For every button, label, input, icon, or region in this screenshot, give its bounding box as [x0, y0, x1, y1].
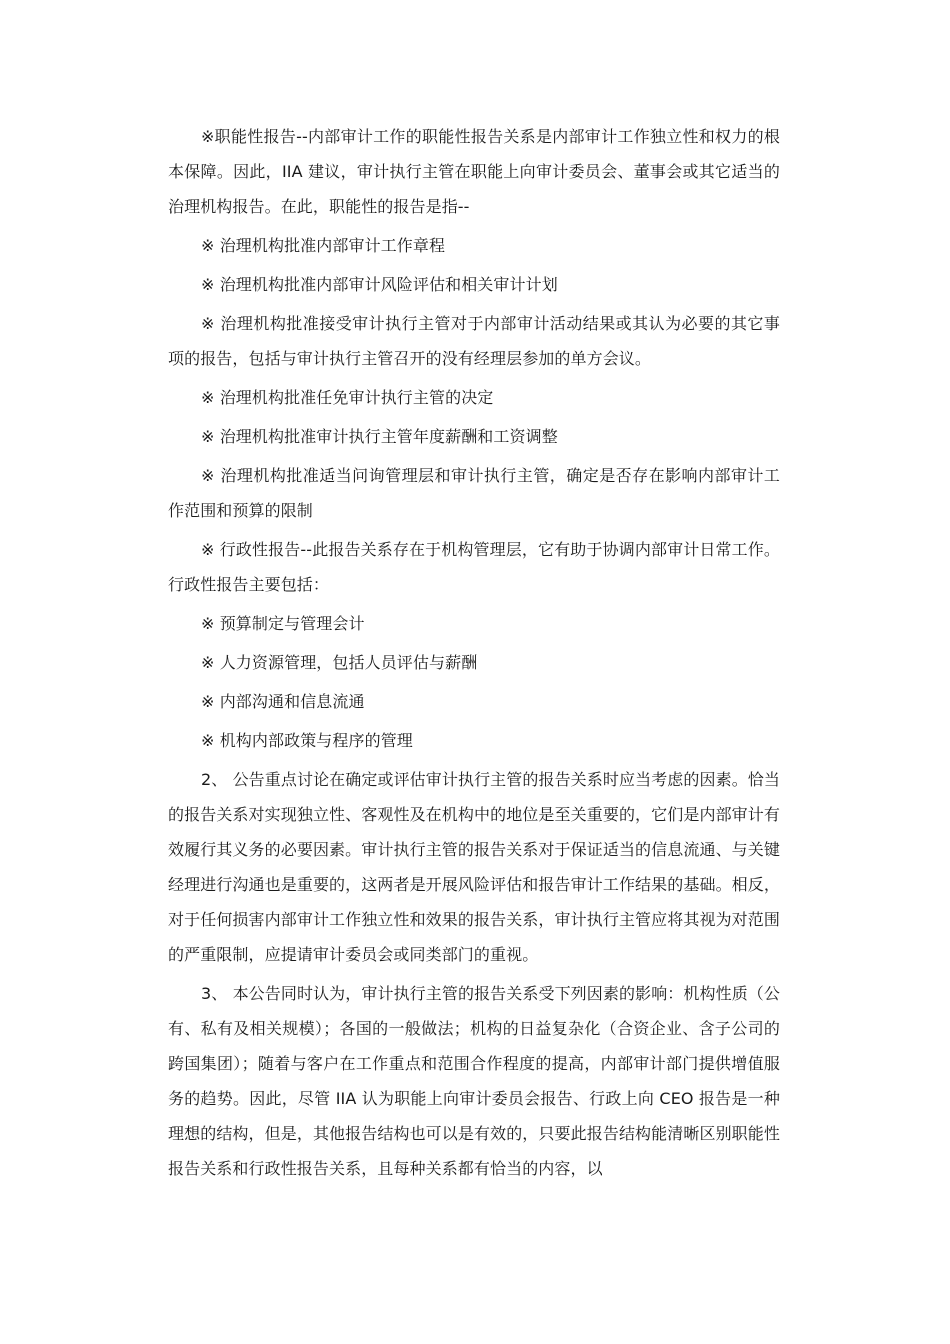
list-item-compensation: ※ 治理机构批准审计执行主管年度薪酬和工资调整: [201, 427, 558, 446]
list-item-risk-assessment: ※ 治理机构批准内部审计风险评估和相关审计计划: [201, 275, 558, 294]
list-item-communication: ※ 内部沟通和信息流通: [201, 692, 365, 711]
list-item-charter: ※ 治理机构批准内部审计工作章程: [201, 236, 446, 255]
list-item-policies: ※ 机构内部政策与程序的管理: [201, 731, 413, 750]
list-item-human-resources: ※ 人力资源管理，包括人员评估与薪酬: [201, 653, 478, 672]
list-item-budgeting: ※ 预算制定与管理会计: [201, 614, 365, 633]
paragraph-section-3: 3、 本公告同时认为，审计执行主管的报告关系受下列因素的影响：机构性质（公有、私有及相关规模）；各国的一般做法；机构的日益复杂化（合资企业、含子公司的跨国集团）；随着与客户在工作重点和范围合作程度的提高，内部审计部门提供增值服务的趋势。因此，尽管 IIA 认为职能上向审计委员会报告、行政上向 CEO 报告是一种理想的结构，但是，其他报告结构也可以是有效的，只要此报告结构能清晰区别职能性报告关系和行政性报告关系，且每种关系都有恰当的内容，以: [168, 984, 780, 1178]
list-item-inquiry: ※ 治理机构批准适当问询管理层和审计执行主管，确定是否存在影响内部审计工作范围和预算的限制: [168, 466, 780, 520]
document-page: [168, 119, 780, 1190]
list-item-appointment: ※ 治理机构批准任免审计执行主管的决定: [201, 388, 494, 407]
list-item-receive-reports: ※ 治理机构批准接受审计执行主管对于内部审计活动结果或其认为必要的其它事项的报告，包括与审计执行主管召开的没有经理层参加的单方会议。: [168, 314, 780, 368]
paragraph-functional-reporting: ※职能性报告--内部审计工作的职能性报告关系是内部审计工作独立性和权力的根本保障。因此，IIA 建议，审计执行主管在职能上向审计委员会、董事会或其它适当的治理机构报告。在此，职能性的报告是指--: [168, 127, 780, 216]
paragraph-section-2: 2、 公告重点讨论在确定或评估审计执行主管的报告关系时应当考虑的因素。恰当的报告关系对实现独立性、客观性及在机构中的地位是至关重要的，它们是内部审计有效履行其义务的必要因素。审计执行主管的报告关系对于保证适当的信息流通、与关键经理进行沟通也是重要的，这两者是开展风险评估和报告审计工作结果的基础。相反，对于任何损害内部审计工作独立性和效果的报告关系，审计执行主管应将其视为对范围的严重限制，应提请审计委员会或同类部门的重视。: [168, 770, 780, 964]
paragraph-administrative-reporting: ※ 行政性报告--此报告关系存在于机构管理层，它有助于协调内部审计日常工作。行政性报告主要包括：: [168, 540, 780, 594]
